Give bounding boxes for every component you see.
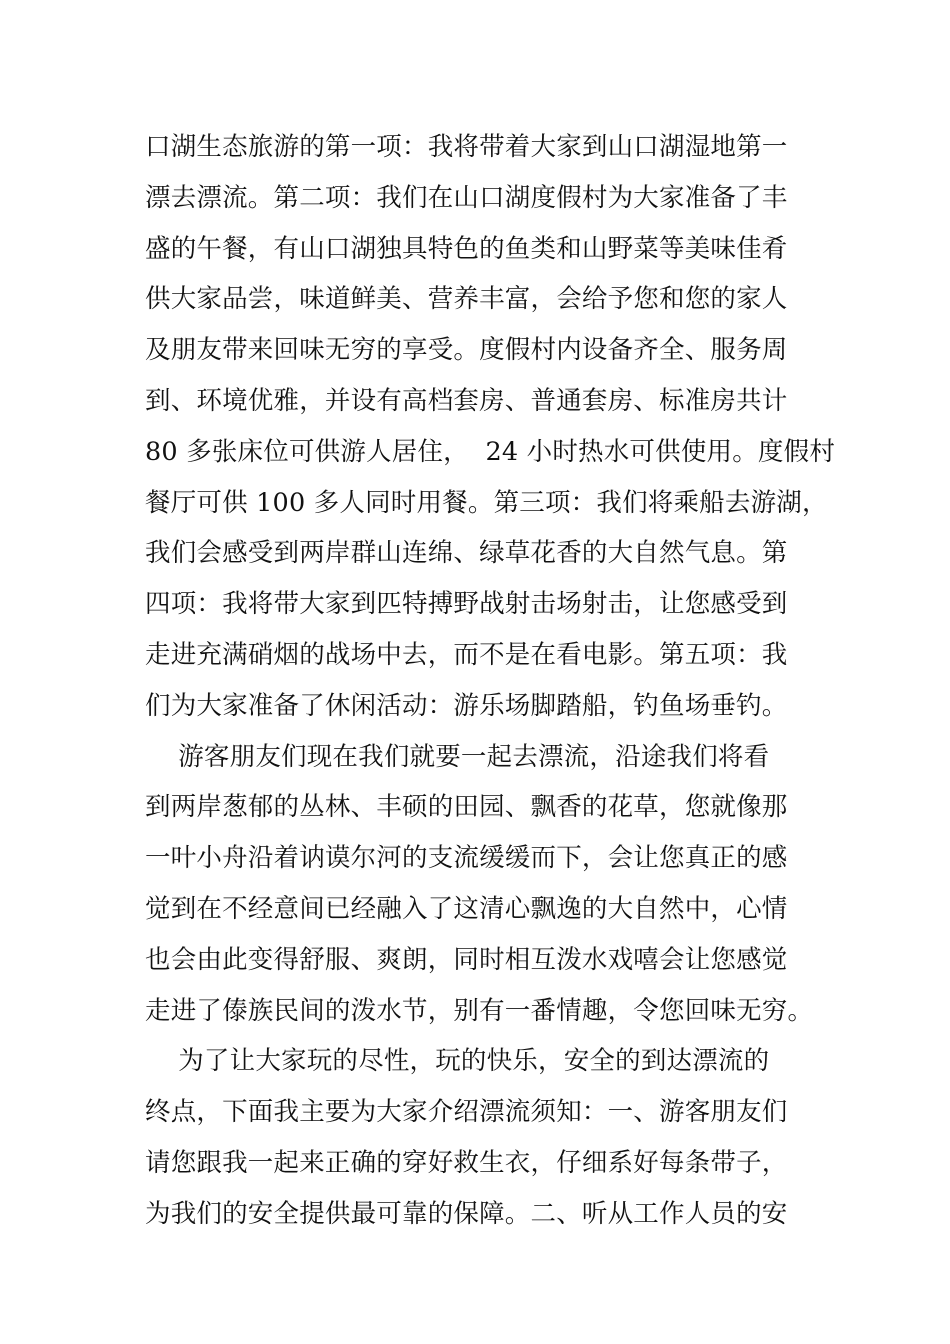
paragraph-rafting: [145, 732, 815, 1037]
text-line: 餐厅可供 100 多人同时用餐。第三项：我们将乘船去游湖，: [145, 487, 828, 518]
text-line: 四项：我将带大家到匹特搏野战射击场射击，让您感受到: [145, 589, 788, 620]
text-line: 们为大家准备了休闲活动：游乐场脚踏船，钓鱼场垂钓。: [145, 690, 788, 721]
text-line: 口湖生态旅游的第一项：我将带着大家到山口湖湿地第一: [145, 132, 788, 162]
text-line: 觉到在不经意间已经融入了这清心飘逸的大自然中，心情: [145, 893, 788, 924]
paragraph-itinerary: [145, 122, 836, 732]
text-line: 一叶小舟沿着讷谟尔河的支流缓缓而下，会让您真正的感: [145, 843, 788, 874]
body-text: [145, 122, 836, 1240]
text-line: 为我们的安全提供最可靠的保障。二、听从工作人员的安: [145, 1198, 788, 1229]
text-line: 漂去漂流。第二项：我们在山口湖度假村为大家准备了丰: [145, 182, 788, 213]
text-line: 为了让大家玩的尽性，玩的快乐，安全的到达漂流的: [145, 1046, 770, 1077]
text-line: 我们会感受到两岸群山连绵、绿草花香的大自然气息。第: [145, 538, 788, 569]
text-line: 80 多张床位可供游人居住， 24 小时热水可供使用。度假村: [145, 436, 836, 467]
paragraph-safety: [145, 1036, 815, 1239]
text-line: 到、环境优雅，并设有高档套房、普通套房、标准房共计: [145, 385, 788, 416]
text-line: 请您跟我一起来正确的穿好救生衣，仔细系好每条带子，: [145, 1147, 788, 1178]
text-line: 走进了傣族民间的泼水节，别有一番情趣，令您回味无穷。: [145, 995, 814, 1026]
text-line: 终点，下面我主要为大家介绍漂流须知：一、游客朋友们: [145, 1097, 788, 1128]
text-line: 也会由此变得舒服、爽朗，同时相互泼水戏嘻会让您感觉: [145, 944, 788, 975]
text-line: 走进充满硝烟的战场中去，而不是在看电影。第五项：我: [145, 639, 788, 670]
text-line: 游客朋友们现在我们就要一起去漂流，沿途我们将看: [145, 741, 770, 772]
text-line: 盛的午餐，有山口湖独具特色的鱼类和山野菜等美味佳肴: [145, 233, 788, 264]
text-line: 到两岸葱郁的丛林、丰硕的田园、飘香的花草，您就像那: [145, 792, 788, 823]
text-line: 及朋友带来回味无穷的享受。度假村内设备齐全、服务周: [145, 335, 788, 366]
text-line: 供大家品尝，味道鲜美、营养丰富，会给予您和您的家人: [145, 284, 788, 315]
